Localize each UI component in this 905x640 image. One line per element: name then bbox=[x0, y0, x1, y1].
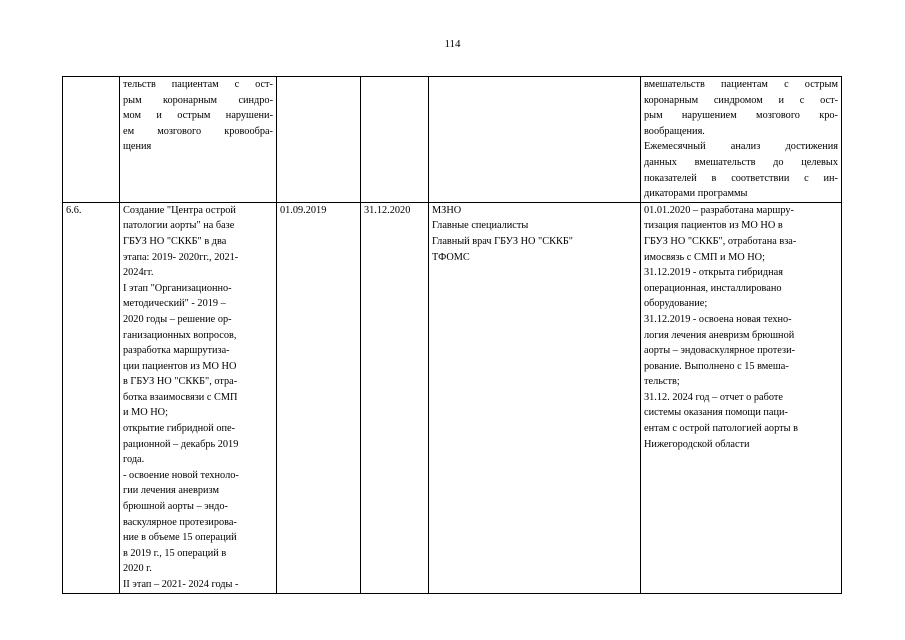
activity-line: тельств пациентам с ост- bbox=[123, 79, 273, 90]
activity-line: открытие гибридной опе- bbox=[123, 423, 236, 435]
end-date-cell bbox=[361, 77, 429, 203]
result-line: 31.12.2019 - освоена новая техно- bbox=[644, 313, 792, 325]
end-date-cell: 31.12.2020 bbox=[361, 202, 429, 593]
result-line: имосвязь с СМП и МО НО; bbox=[644, 251, 765, 263]
activity-line: брюшной аорты – эндо- bbox=[123, 501, 228, 513]
activity-line: гии лечения аневризм bbox=[123, 485, 219, 497]
activity-line: ГБУЗ НО "СККБ" в два bbox=[123, 235, 227, 247]
start-date-cell: 01.09.2019 bbox=[277, 202, 361, 593]
result-line: логия лечения аневризм брюшной bbox=[644, 329, 795, 341]
result-cell bbox=[641, 202, 842, 593]
activity-line: Создание "Центра острой bbox=[123, 204, 236, 216]
activity-line: васкулярное протезирова- bbox=[123, 516, 237, 528]
result-line: данных вмешательств до целевых bbox=[644, 156, 838, 168]
item-number-cell: 6.6. bbox=[63, 202, 120, 593]
activity-line: ние в объеме 15 операций bbox=[123, 532, 237, 544]
item-number-cell bbox=[63, 77, 120, 203]
result-line: рование. Выполнено с 15 вмеша- bbox=[644, 360, 789, 372]
activity-line: в ГБУЗ НО "СККБ", отра- bbox=[123, 376, 238, 388]
activity-line: ем мозгового кровообра- bbox=[123, 125, 273, 137]
result-line: дикаторами программы bbox=[644, 188, 748, 200]
result-line: показателей в соответствии с ин- bbox=[644, 172, 838, 184]
responsible-cell bbox=[429, 77, 641, 203]
activity-line: рационной – декабрь 2019 bbox=[123, 438, 239, 450]
result-line: тизация пациентов из МО НО в bbox=[644, 220, 783, 232]
responsible-line: Главный врач ГБУЗ НО "СККБ" bbox=[432, 235, 573, 247]
result-line: вмешательств пациентам с острым bbox=[644, 79, 838, 90]
responsible-cell bbox=[429, 202, 641, 593]
table-row bbox=[63, 77, 842, 203]
result-line: тельств; bbox=[644, 376, 680, 388]
result-line: 01.01.2020 – разработана маршру- bbox=[644, 204, 794, 216]
activity-line: этапа: 2019- 2020гг., 2021- bbox=[123, 251, 239, 263]
activity-line: 2020 г. bbox=[123, 563, 152, 575]
result-line: оборудование; bbox=[644, 298, 708, 310]
result-line: операционная, инсталлировано bbox=[644, 282, 782, 294]
result-line: 31.12. 2024 год – отчет о работе bbox=[644, 391, 783, 403]
table-row bbox=[63, 202, 842, 593]
result-line: 31.12.2019 - открыта гибридная bbox=[644, 267, 783, 279]
activity-line: мом и острым нарушени- bbox=[123, 110, 273, 122]
start-date-cell bbox=[277, 77, 361, 203]
activity-line: - освоение новой техноло- bbox=[123, 469, 239, 481]
activity-line: ции пациентов из МО НО bbox=[123, 360, 237, 372]
responsible-line: Главные специалисты bbox=[432, 220, 529, 232]
result-line: ентам с острой патологией аорты в bbox=[644, 423, 798, 435]
activity-cell bbox=[120, 77, 277, 203]
result-line: Ежемесячный анализ достижения bbox=[644, 141, 838, 153]
activity-line: 2020 годы – решение ор- bbox=[123, 313, 232, 325]
result-line: вообращения. bbox=[644, 125, 705, 137]
activity-line: ганизационных вопросов, bbox=[123, 329, 237, 341]
activity-line: и МО НО; bbox=[123, 407, 168, 419]
activity-line: I этап "Организационно- bbox=[123, 282, 232, 294]
result-line: системы оказания помощи паци- bbox=[644, 407, 788, 419]
activity-line: рым коронарным синдро- bbox=[123, 94, 273, 106]
activity-line: в 2019 г., 15 операций в bbox=[123, 547, 227, 559]
plan-table bbox=[62, 76, 842, 594]
activity-line: разработка маршрутиза- bbox=[123, 345, 230, 357]
activity-line: патологии аорты" на базе bbox=[123, 220, 235, 232]
result-cell bbox=[641, 77, 842, 203]
result-line: Нижегородской области bbox=[644, 438, 750, 450]
responsible-line: МЗНО bbox=[432, 204, 462, 216]
responsible-line: ТФОМС bbox=[432, 251, 470, 263]
result-line: аорты – эндоваскулярное протези- bbox=[644, 345, 796, 357]
activity-line: методический" - 2019 – bbox=[123, 298, 226, 310]
activity-line: ботка взаимосвязи с СМП bbox=[123, 391, 238, 403]
result-line: коронарным синдромом и с ост- bbox=[644, 94, 838, 106]
activity-line: 2024гг. bbox=[123, 267, 154, 279]
activity-line: II этап – 2021- 2024 годы - bbox=[123, 579, 239, 590]
activity-line: года. bbox=[123, 454, 145, 466]
result-line: ГБУЗ НО "СККБ", отработана вза- bbox=[644, 235, 797, 247]
result-line: рым нарушением мозгового кро- bbox=[644, 110, 838, 122]
page-number: 114 bbox=[444, 38, 461, 50]
activity-cell bbox=[120, 202, 277, 593]
activity-line: щения bbox=[123, 141, 152, 153]
